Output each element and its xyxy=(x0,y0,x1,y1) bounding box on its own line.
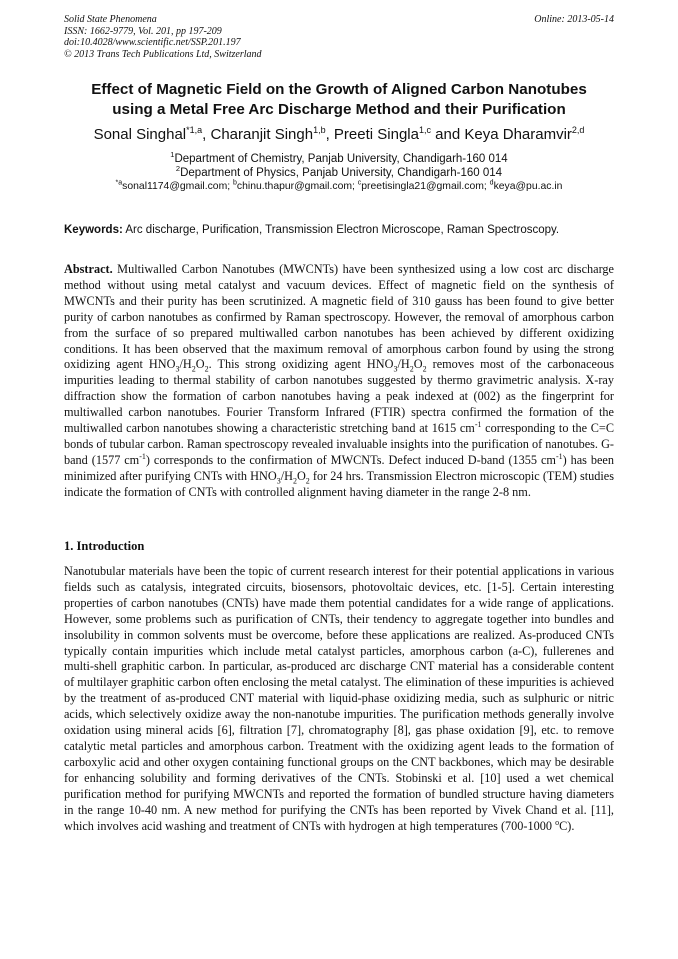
email-sup: d xyxy=(489,179,494,187)
title-line-2: using a Metal Free Arc Discharge Method and their Purification xyxy=(112,101,566,118)
abstract-text: corresponding to the C=C bonds of tubular carbon. Raman spectroscopy revealed invaluable insights into the purification of nanotubes. G-band (1577 cm xyxy=(64,421,614,467)
author-name: Keya Dharamvir xyxy=(464,126,572,143)
author-list xyxy=(40,126,638,143)
abstract xyxy=(64,262,614,501)
subscript: 2 xyxy=(191,364,196,374)
email-sup: c xyxy=(357,179,362,187)
online-date: Online: 2013-05-14 xyxy=(534,14,614,25)
abstract-text: ) has been minimized after purifying CNTs with HNO xyxy=(64,452,614,483)
email: keya@pu.ac.in xyxy=(493,181,563,192)
subscript: 2 xyxy=(305,476,310,486)
section-heading: 1. Introduction xyxy=(64,539,145,553)
author-name: Preeti Singla xyxy=(333,126,419,143)
journal-copyright: © 2013 Trans Tech Publications Ltd, Switzerland xyxy=(64,48,262,60)
affiliation-text: Department of Chemistry, Panjab University, Chandigarh-160 014 xyxy=(174,153,508,165)
author-separator: and xyxy=(431,126,465,143)
subscript: 3 xyxy=(393,364,398,374)
abstract-text: ) corresponds to the confirmation of MWCNTs. Defect induced D-band (1355 cm xyxy=(145,452,556,467)
abstract-text: O xyxy=(296,468,306,483)
subscript: 2 xyxy=(422,364,427,374)
degree-superscript: o xyxy=(555,817,560,827)
affiliation-1 xyxy=(40,152,638,167)
author-name: Charanjit Singh xyxy=(210,126,314,143)
keywords-label: Keywords: xyxy=(64,224,123,236)
abstract-text: . This strong oxidizing agent HNO xyxy=(208,357,394,372)
author-emails xyxy=(30,181,648,192)
affiliation-text: Department of Physics, Panjab University, Chandigarh-160 014 xyxy=(180,167,503,179)
keywords xyxy=(64,224,624,236)
email-sup: *a xyxy=(115,179,123,187)
superscript: -1 xyxy=(474,419,482,429)
abstract-text: Multiwalled Carbon Nanotubes (MWCNTs) have been synthesized using a low cost arc discharge method without using metal catalyst and vacuum devices. Effect of magnetic field on the synthesis of MWCNTs and their purity has been scrutinized. A magnetic field of 310 gauss has been found to give better purity of carbon nanotubes as confirmed by Raman spectroscopy. However, the removal of amorphous carbon from the surface of so prepared multiwalled carbon nanotubes has been achieved by different oxidizing conditions. It has been observed that the maximum removal of amorphous carbon found by using the strong oxidizing agent HNO xyxy=(64,262,614,372)
introduction-paragraph xyxy=(64,564,614,834)
abstract-text: /H xyxy=(397,357,410,372)
intro-text: C). xyxy=(559,818,575,833)
abstract-text: O xyxy=(413,357,423,372)
email: sonal1174@gmail.com; xyxy=(122,181,234,192)
email: chinu.thapur@gmail.com; xyxy=(236,181,358,192)
abstract-text: /H xyxy=(280,468,293,483)
abstract-text: for 24 hrs. Transmission Electron microscopic (TEM) studies indicate the formation of CNTs with controlled alignment having diameter in the range 2-8 nm. xyxy=(64,468,614,499)
journal-issn: ISSN: 1662-9779, Vol. 201, pp 197-209 xyxy=(64,25,222,37)
superscript: -1 xyxy=(139,451,146,461)
keywords-text: Arc discharge, Purification, Transmission Electron Microscope, Raman Spectroscopy. xyxy=(122,224,560,236)
paper-title xyxy=(64,80,614,120)
superscript: -1 xyxy=(555,451,563,461)
author-sup: 1,c xyxy=(418,125,431,135)
email: preetisingla21@gmail.com; xyxy=(361,181,490,192)
subscript: 2 xyxy=(204,364,209,374)
author-separator: , xyxy=(202,126,211,143)
abstract-text: O xyxy=(195,357,205,372)
email-sup: b xyxy=(233,179,237,187)
intro-text: Nanotubular materials have been the topic of current research interest for their potential applications in various fields such as catalysis, integrated circuits, biosensors, photovoltaic devices, etc. [1-5]. Certain interesting properties of carbon nanotubes (CNTs) have made them potential candidates for a wide range of applications. However, some problems such as purification of CNTs, their tendency to aggregate together into bundles and insolubility in common solvents must be overcome, before these applications are realized. As-produced CNTs typically contain impurities which include metal catalyst particles, amorphous carbon (a-C), fullerenes and multi-shell graphitic carbon. In particular, as-produced arc discharge CNT material has a considerable content of multilayer graphitic carbon often enclosing the metal catalyst. The elimination of these impurities is achieved by the treatment of as-produced CNT material with liquid-phase oxidizing media, such as sulphuric or nitric acids, which selectively oxidize away the non-nanotube impurities. The purification methods generally involve oxidation using mineral acids [6], filtration [7], chromatography [8], gas phase oxidation [9], etc. to remove catalytic metal particles and amorphous carbon. Treatment with the oxidizing agent leads to the formation of carboxylic acid and other oxygen containing functional groups on the CNT backbones, which may be desirable for enhancing solubility and forming derivatives of the CNTs. Stobinski et al. [10] used a wet chemical purification method for purifying MWCNTs and reported the formation of bundled structure having diameters in the range 10-40 nm. A new method for purifying the CNTs has been reported by Vivek Chand et al. [11], which involves acid washing and treatment of CNTs with hydrogen at high temperatures (700-1000 xyxy=(64,564,614,833)
journal-header xyxy=(64,14,262,60)
title-line-1: Effect of Magnetic Field on the Growth of Aligned Carbon Nanotubes xyxy=(91,81,587,98)
journal-doi: doi:10.4028/www.scientific.net/SSP.201.197 xyxy=(64,37,241,48)
author-sup: *1,a xyxy=(186,125,203,135)
subscript: 3 xyxy=(276,476,281,486)
abstract-text: /H xyxy=(179,357,192,372)
affiliation-2 xyxy=(40,166,638,181)
abstract-text: removes most of the carbonaceous impurities leading to thermal stability of carbon nanotubes suggested by thermo gravimetric analysis. X-ray diffraction show the formation of carbon nanotubes having a peak indexed at (002) as the fingerprint for multiwalled carbon nanotubes. Fourier Transform Infrared (FTIR) spectra confirmed the formation of the multiwalled carbon nanotubes showing a characteristic stretching band at 1615 cm xyxy=(64,357,614,436)
abstract-label: Abstract. xyxy=(64,262,113,276)
subscript: 2 xyxy=(292,476,297,486)
subscript: 2 xyxy=(409,364,414,374)
affiliation-sup: 2 xyxy=(175,164,181,174)
affiliation-sup: 1 xyxy=(170,150,175,160)
author-sup: 2,d xyxy=(571,125,585,135)
author-sup: 1,b xyxy=(313,125,326,135)
subscript: 3 xyxy=(175,364,180,374)
journal-name: Solid State Phenomena xyxy=(64,14,157,25)
author-name: Sonal Singhal xyxy=(93,126,187,143)
author-separator: , xyxy=(325,126,334,143)
